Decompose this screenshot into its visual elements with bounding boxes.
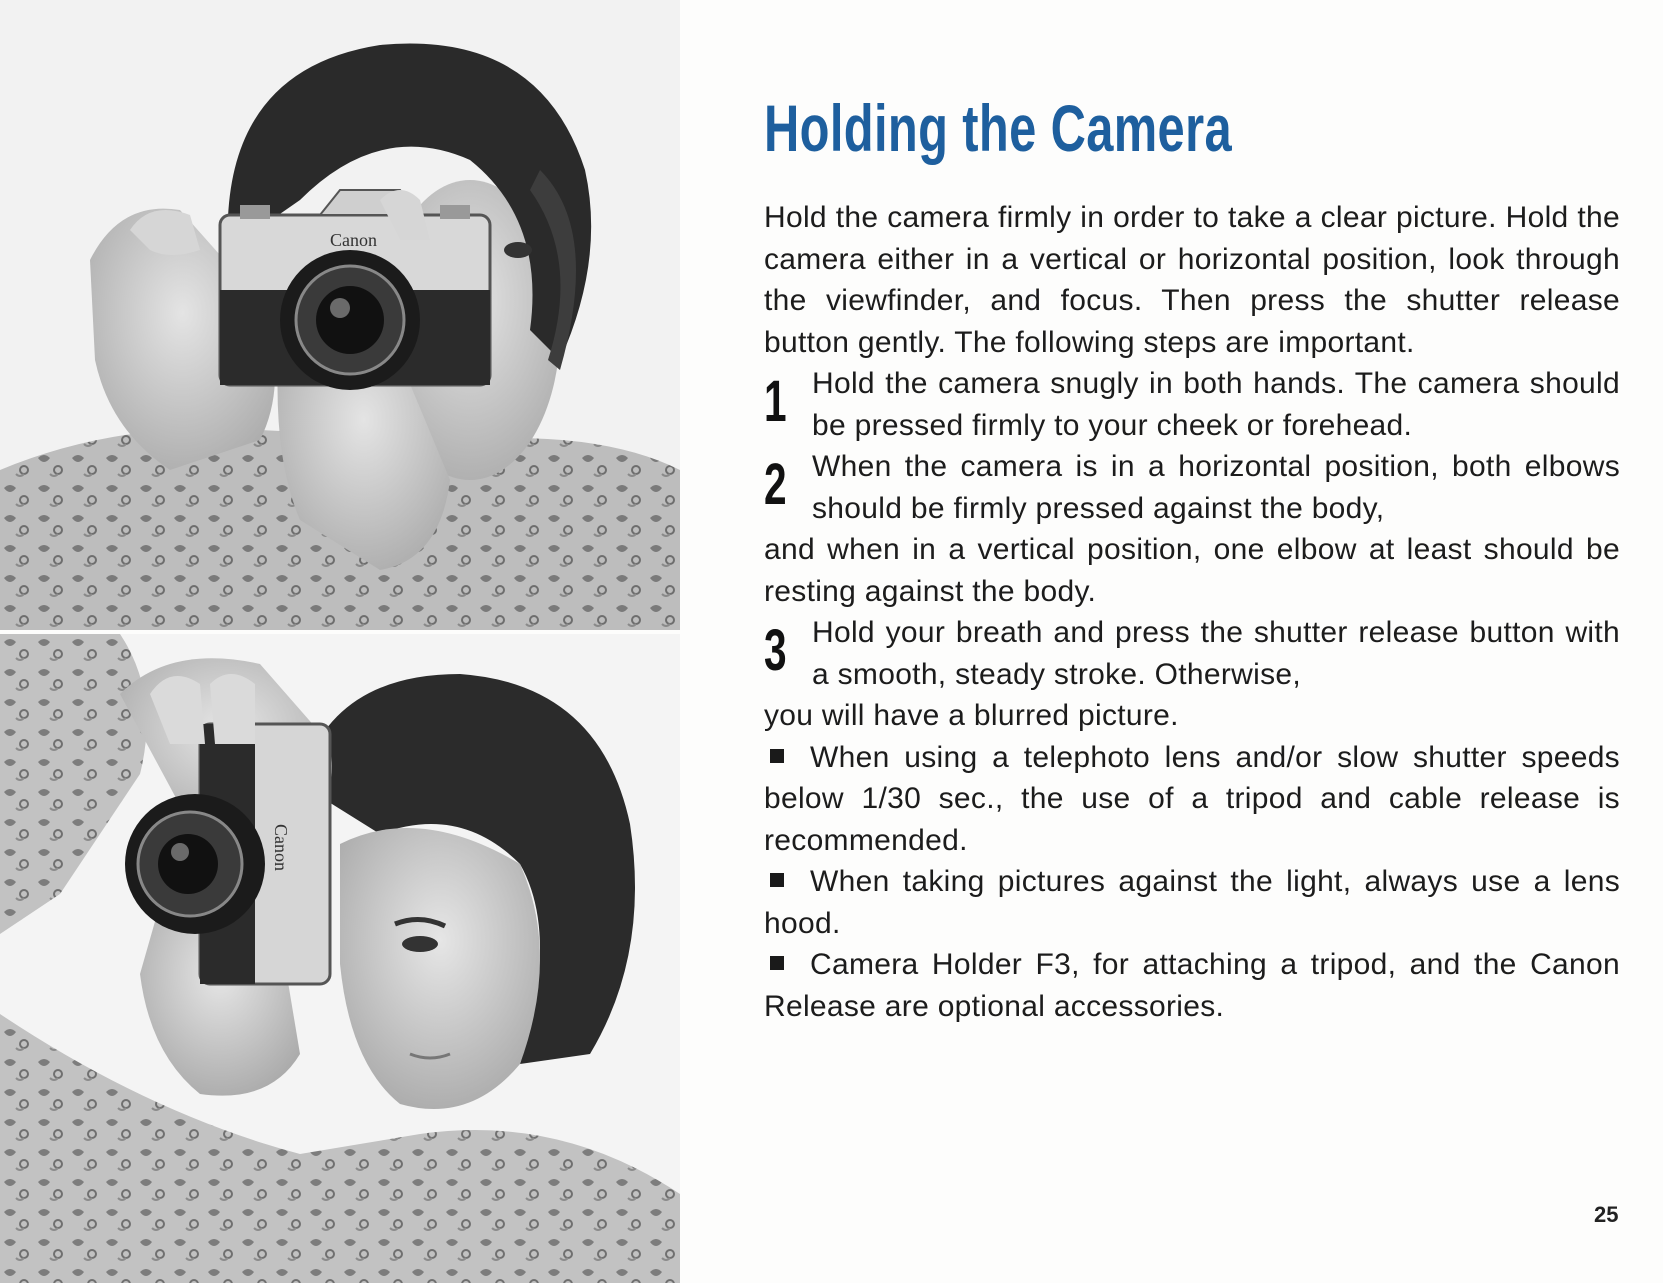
note-item (764, 861, 1620, 944)
step-text: Hold the camera snugly in both hands. The camera should be pressed firmly to your cheek or forehead. (812, 367, 1620, 442)
step-1 (764, 363, 1620, 446)
step-number: 2 (764, 452, 787, 517)
step-continuation: and when in a vertical position, one elbow at least should be resting against the body. (764, 533, 1620, 608)
note-item (764, 944, 1620, 1027)
page-title: Holding the Camera (764, 91, 1233, 165)
note-text: When taking pictures against the light, always use a lens hood. (764, 865, 1620, 940)
step-number: 1 (764, 369, 787, 434)
bullet-square-icon (770, 749, 784, 763)
photo-vertical-hold (0, 634, 680, 1283)
bullet-square-icon (770, 873, 784, 887)
step-text: Hold your breath and press the shutter release button with a smooth, steady stroke. Otherwise, (812, 616, 1620, 691)
camera-brand-label: Canon (271, 824, 291, 871)
note-item (764, 737, 1620, 862)
step-text: When the camera is in a horizontal position, both elbows should be firmly pressed against the body, (812, 450, 1620, 525)
page-number: 25 (1594, 1202, 1619, 1227)
step-3 (764, 612, 1620, 737)
note-text: Camera Holder F3, for attaching a tripod, and the Canon Release are optional accessories. (764, 948, 1620, 1023)
bullet-square-icon (770, 956, 784, 970)
photo-horizontal-hold (0, 0, 680, 630)
note-text: When using a telephoto lens and/or slow shutter speeds below 1/30 sec., the use of a tripod and cable release is recommended. (764, 740, 1620, 857)
instructions-body (764, 197, 1620, 1027)
intro-paragraph: Hold the camera firmly in order to take a clear picture. Hold the camera either in a vertical or horizontal position, look through the viewfinder, and focus. Then press the shutter release button gently. The following steps are important. (764, 201, 1620, 359)
step-number: 3 (764, 618, 787, 683)
camera-brand-label: Canon (330, 230, 377, 250)
step-continuation: you will have a blurred picture. (764, 699, 1179, 732)
step-2 (764, 446, 1620, 612)
